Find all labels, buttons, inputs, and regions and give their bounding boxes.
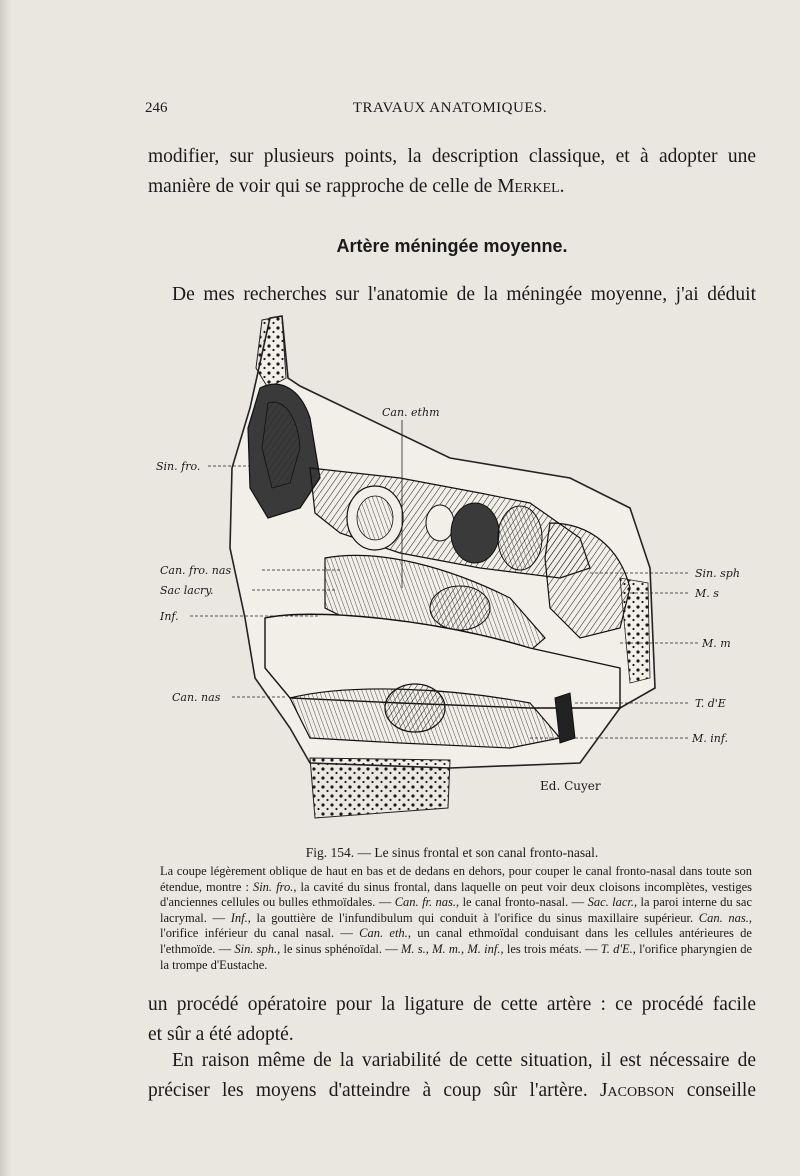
caption-text: , la cavité du sinus frontal, dans laquelle on peut voir deux cloisons incomplètes, vestiges d'anciennes cellules ou bulles ethmoïdales. — bbox=[160, 879, 752, 910]
caption-text: , l'orifice inférieur du canal nasal. — bbox=[160, 910, 753, 941]
para2-line-1: un procédé opératoire pour la ligature de cette artère : ce procédé facile bbox=[148, 994, 756, 1015]
caption-text: , le sinus sphénoïdal. — bbox=[277, 941, 401, 956]
caption-abbreviation: T. d'E. bbox=[600, 941, 633, 956]
caption-abbreviation: M. s., M. m., M. inf. bbox=[400, 941, 501, 956]
label-can-nas: Can. nas bbox=[172, 691, 221, 704]
caption-text: , la paroi interne du sac lacrymal. — bbox=[160, 895, 752, 925]
caption-text: , le canal fronto-nasal. — bbox=[456, 895, 588, 910]
label-sin-sph: Sin. sph bbox=[695, 567, 740, 580]
intro-line-2-text: manière de voir qui se rapproche de celle de bbox=[148, 176, 498, 197]
paragraph-2 bbox=[148, 990, 756, 1050]
caption-text: , un canal ethmoïdal conduisant dans les cellules antérieures de l'ethmoïde. — bbox=[160, 926, 752, 956]
caption-abbreviation: Sac. lacr. bbox=[587, 895, 635, 910]
label-can-fro-nas: Can. fro. nas bbox=[160, 564, 232, 577]
label-t-de: T. d'E bbox=[695, 697, 726, 710]
label-sac-lacry: Sac lacry. bbox=[160, 584, 214, 597]
label-inf: Inf. bbox=[160, 610, 179, 623]
caption-abbreviation: Inf. bbox=[230, 910, 248, 925]
caption-abbreviation: Can. nas. bbox=[698, 910, 749, 925]
intro-line-2-end: . bbox=[559, 176, 565, 197]
page-number: 246 bbox=[145, 100, 168, 116]
intro-line-2 bbox=[148, 172, 756, 202]
label-m-s: M. s bbox=[695, 587, 719, 600]
label-can-ethm: Can. ethm bbox=[382, 406, 440, 419]
caption-abbreviation: Can. eth. bbox=[359, 926, 408, 941]
caption-text: , l'orifice pharyngien de la trompe d'Eustache. bbox=[160, 941, 752, 972]
illustrator-signature: Ed. Cuyer bbox=[540, 779, 601, 793]
para3-line-2-text: préciser les moyens d'atteindre à coup sûr l'artère. bbox=[148, 1080, 600, 1101]
para2-line-2: et sûr a été adopté. bbox=[148, 1024, 294, 1045]
intro-line-1: modifier, sur plusieurs points, la description classique, et à adopter une bbox=[148, 146, 756, 167]
label-sin-fro: Sin. fro. bbox=[156, 460, 201, 473]
author-merkel: Merkel bbox=[497, 176, 560, 197]
section-heading: Artère méningée moyenne. bbox=[336, 236, 568, 256]
caption-abbreviation: Sin. sph. bbox=[234, 941, 278, 956]
para3-line-1: En raison même de la variabilité de cette situation, il est nécessaire de bbox=[172, 1050, 756, 1071]
label-m-m: M. m bbox=[702, 637, 731, 650]
caption-text: , la gouttière de l'infundibulum qui conduit à l'orifice du sinus maxillaire supérieur. bbox=[247, 910, 699, 925]
anatomical-figure bbox=[150, 308, 760, 838]
caption-abbreviation: Can. fr. nas. bbox=[394, 895, 457, 910]
page-edge-shadow bbox=[0, 0, 12, 1176]
caption-text: La coupe légèrement oblique de haut en bas et de dedans en dehors, pour couper le canal fronto-nasal dans toute son étendue, montre : bbox=[160, 864, 752, 894]
para3-line-2-end: conseille bbox=[674, 1080, 756, 1101]
author-jacobson: Jacobson bbox=[599, 1080, 675, 1101]
label-m-inf: M. inf. bbox=[692, 732, 729, 745]
running-header bbox=[145, 100, 755, 124]
paragraph-1: De mes recherches sur l'anatomie de la méningée moyenne, j'ai déduit bbox=[172, 284, 756, 305]
running-title: TRAVAUX ANATOMIQUES. bbox=[352, 100, 548, 116]
sinus-section-illustration bbox=[150, 308, 760, 838]
intro-paragraph bbox=[148, 142, 756, 202]
caption-text: , les trois méats. — bbox=[500, 941, 601, 956]
paragraph-3 bbox=[148, 1046, 756, 1106]
para3-line-2 bbox=[148, 1076, 756, 1106]
caption-abbreviation: Sin. fro. bbox=[252, 879, 294, 894]
figure-caption-title: Fig. 154. — Le sinus frontal et son canal fronto-nasal. bbox=[305, 845, 599, 860]
figure-caption bbox=[160, 864, 752, 973]
